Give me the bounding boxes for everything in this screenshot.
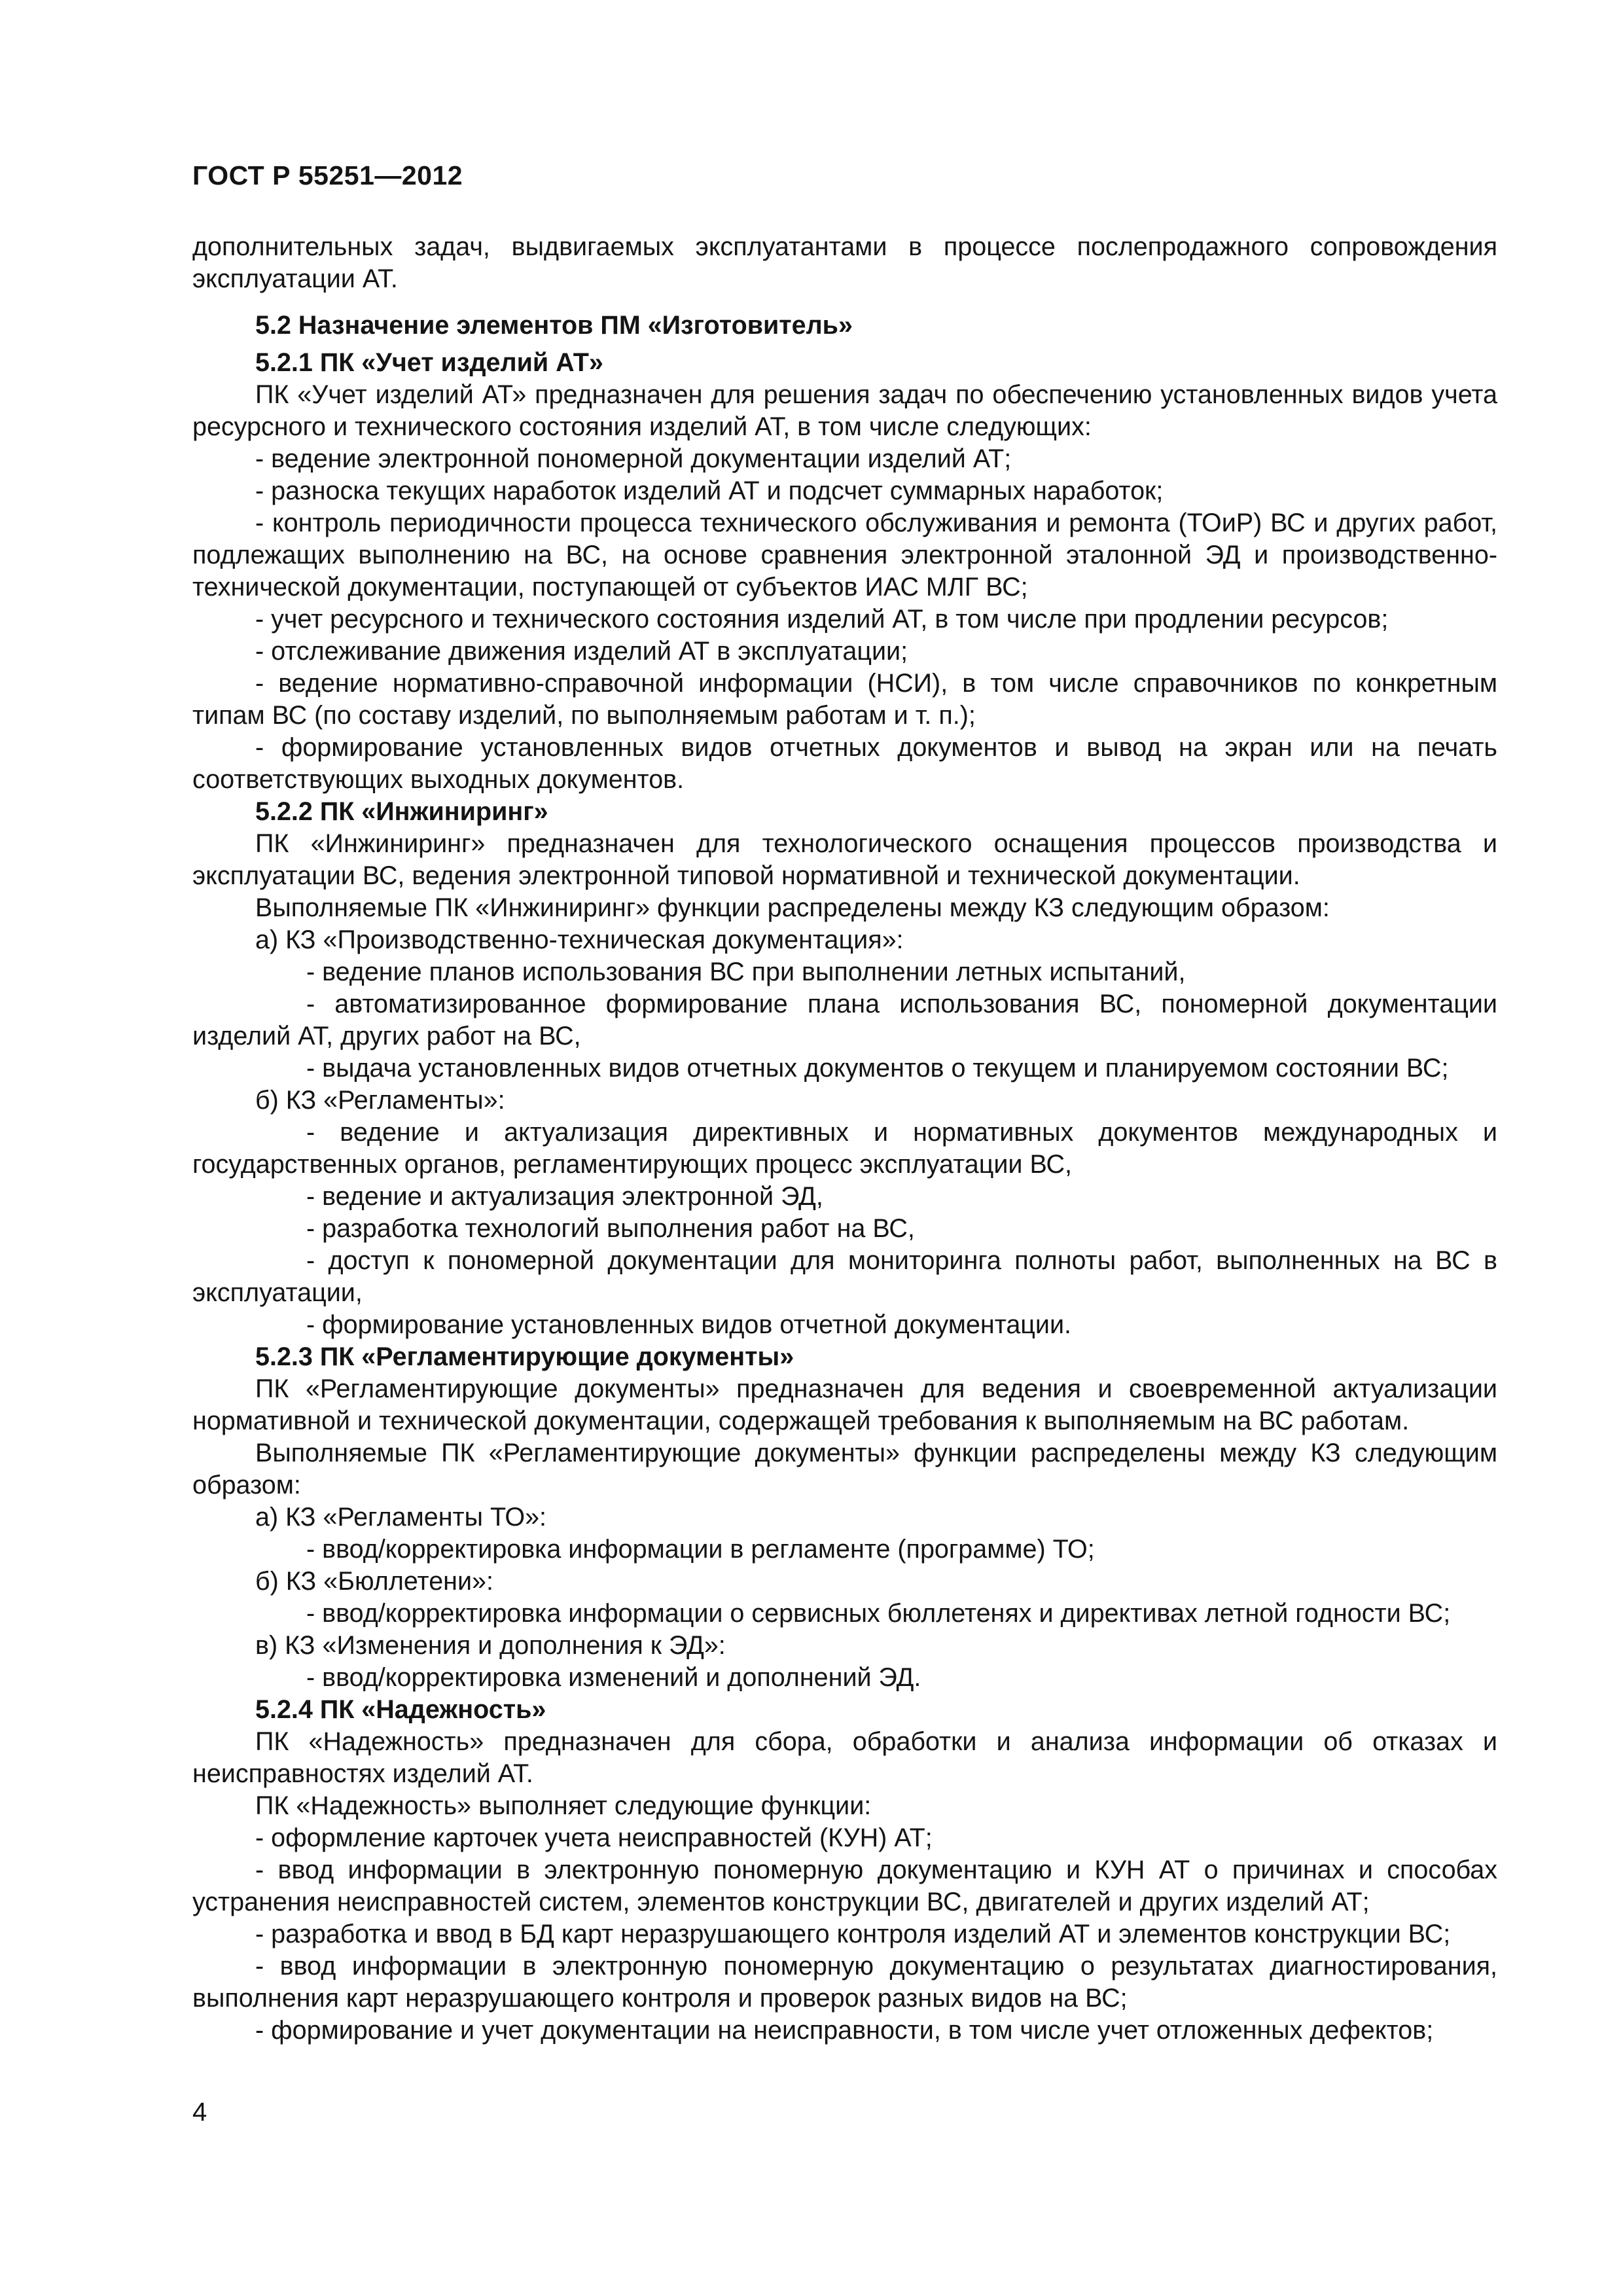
document-body: [192, 231, 1497, 2047]
list-item: - разработка и ввод в БД карт неразрушающего контроля изделий АТ и элементов конструкции ВС;: [255, 1920, 1451, 1948]
list-item: - формирование и учет документации на неисправности, в том числе учет отложенных дефектов;: [255, 2016, 1434, 2045]
list-item: - контроль периодичности процесса технического обслуживания и ремонта (ТОиР) ВС и других работ, подлежащих выполнению на ВС, на основе сравнения электронной эталонной ЭД и производственно-технической документации, поступающей от субъектов ИАС МЛГ ВС;: [192, 509, 1497, 601]
list-item: - ввод/корректировка изменений и дополнений ЭД.: [306, 1663, 921, 1692]
list-item: - ведение нормативно-справочной информации (НСИ), в том числе справочников по конкретным типам ВС (по составу изделий, по выполняемым работам и т. п.);: [192, 669, 1497, 730]
section-5-2-2-paragraph: Выполняемые ПК «Инжиниринг» функции распределены между КЗ следующим образом:: [255, 893, 1330, 922]
sublist-title: а) КЗ «Регламенты ТО»:: [255, 1503, 547, 1532]
list-item: - ввод/корректировка информации в регламенте (программе) ТО;: [306, 1535, 1095, 1564]
list-item: - ведение и актуализация электронной ЭД,: [306, 1182, 823, 1211]
list-item: - автоматизированное формирование плана использования ВС, пономерной документации изделий АТ, других работ на ВС,: [192, 990, 1497, 1050]
section-5-2-4-paragraph: ПК «Надежность» выполняет следующие функции:: [255, 1791, 872, 1820]
section-5-2-2-heading: 5.2.2 ПК «Инжиниринг»: [255, 797, 548, 826]
section-5-2-3-paragraph: Выполняемые ПК «Регламентирующие документы» функции распределены между КЗ следующим образом:: [192, 1439, 1497, 1499]
list-item: - ввод/корректировка информации о сервисных бюллетенях и директивах летной годности ВС;: [306, 1599, 1451, 1628]
list-item: - выдача установленных видов отчетных документов о текущем и планируемом состоянии ВС;: [306, 1054, 1449, 1083]
sublist-title: б) КЗ «Регламенты»:: [255, 1086, 505, 1115]
section-5-2-4-heading: 5.2.4 ПК «Надежность»: [255, 1695, 546, 1724]
list-item: - ввод информации в электронную пономерную документацию и КУН АТ о причинах и способах устранения неисправностей систем, элементов конструкции ВС, двигателей и других изделий АТ;: [192, 1856, 1497, 1916]
list-item: - разработка технологий выполнения работ на ВС,: [306, 1214, 915, 1243]
list-item: - формирование установленных видов отчетной документации.: [306, 1310, 1072, 1339]
list-item: - доступ к пономерной документации для мониторинга полноты работ, выполненных на ВС в эксплуатации,: [192, 1246, 1497, 1307]
list-item: - ввод информации в электронную пономерную документацию о результатах диагностирования, выполнения карт неразрушающего контроля и проверок разных видов на ВС;: [192, 1952, 1497, 2013]
section-5-2-heading: 5.2 Назначение элементов ПМ «Изготовитель»: [255, 311, 853, 340]
section-5-2-1-heading: 5.2.1 ПК «Учет изделий АТ»: [255, 348, 603, 377]
list-item: - формирование установленных видов отчетных документов и вывод на экран или на печать соответствующих выходных документов.: [192, 733, 1497, 794]
list-item: - учет ресурсного и технического состояния изделий АТ, в том числе при продлении ресурсов;: [255, 605, 1389, 634]
list-item: - оформление карточек учета неисправностей (КУН) АТ;: [255, 1823, 933, 1852]
list-item: - ведение электронной пономерной документации изделий АТ;: [255, 444, 1012, 473]
section-5-2-3-heading: 5.2.3 ПК «Регламентирующие документы»: [255, 1342, 794, 1371]
sublist-title: а) КЗ «Производственно-техническая документация»:: [255, 925, 904, 954]
section-5-2-3-paragraph: ПК «Регламентирующие документы» предназначен для ведения и своевременной актуализации нормативной и технической документации, содержащей требования к выполняемым на ВС работам.: [192, 1374, 1497, 1435]
list-item: - разноска текущих наработок изделий АТ и подсчет суммарных наработок;: [255, 476, 1164, 505]
section-5-2-2-paragraph: ПК «Инжиниринг» предназначен для технологического оснащения процессов производства и эксплуатации ВС, ведения электронной типовой нормативной и технической документации.: [192, 829, 1497, 890]
sublist-title: в) КЗ «Изменения и дополнения к ЭД»:: [255, 1631, 726, 1660]
sublist-title: б) КЗ «Бюллетени»:: [255, 1567, 493, 1596]
intro-paragraph: дополнительных задач, выдвигаемых эксплуатантами в процессе послепродажного сопровождения эксплуатации АТ.: [192, 232, 1497, 293]
section-5-2-1-paragraph: ПК «Учет изделий АТ» предназначен для решения задач по обеспечению установленных видов учета ресурсного и технического состояния изделий АТ, в том числе следующих:: [192, 380, 1497, 441]
page-number: 4: [192, 2098, 207, 2126]
list-item: - ведение планов использования ВС при выполнении летных испытаний,: [306, 958, 1186, 986]
section-5-2-4-paragraph: ПК «Надежность» предназначен для сбора, обработки и анализа информации об отказах и неисправностях изделий АТ.: [192, 1727, 1497, 1788]
list-item: - ведение и актуализация директивных и нормативных документов международных и государственных органов, регламентирующих процесс эксплуатации ВС,: [192, 1118, 1497, 1179]
list-item: - отслеживание движения изделий АТ в эксплуатации;: [255, 637, 908, 666]
document-header: ГОСТ Р 55251—2012: [192, 160, 463, 190]
